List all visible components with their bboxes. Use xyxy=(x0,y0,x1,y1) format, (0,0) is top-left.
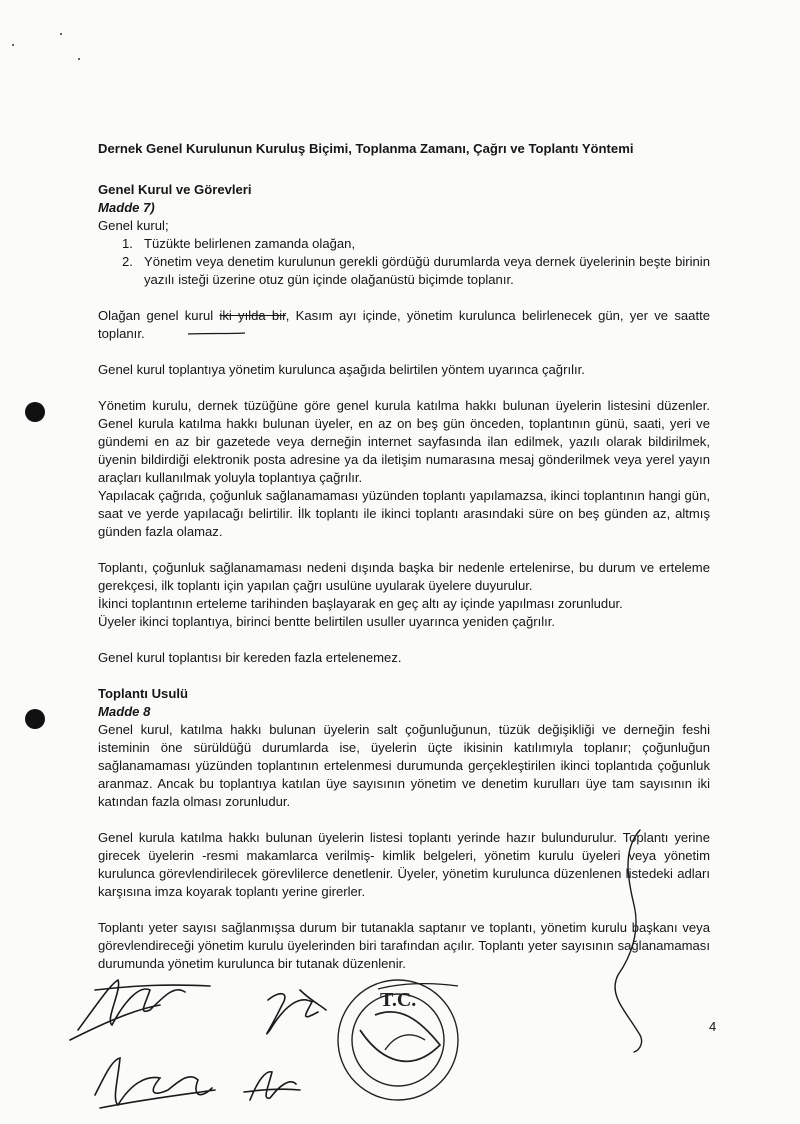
paragraph-ordinary-meeting: Olağan genel kurul iki yılda bir, Kasım ayı içinde, yönetim kurulunca belirlenecek gün, yer ve saatte toplanır. xyxy=(98,308,710,341)
signature-top-middle xyxy=(267,990,326,1034)
official-seal xyxy=(338,980,458,1100)
paragraph-second-meeting: İkinci toplantının erteleme tarihinden başlayarak en geç altı ay içinde yapılması zorunludur. xyxy=(98,596,623,611)
article-label-7: Madde 7) xyxy=(98,200,155,215)
list-item: 2. Yönetim veya denetim kurulunun gerekli gördüğü durumlarda veya dernek üyelerinin beşte birinin yazılı isteği üzerine otuz gün içinde olağanüstü biçimde toplanır. xyxy=(122,254,710,287)
struck-text: iki yılda bir xyxy=(219,308,286,323)
document-body xyxy=(98,140,710,973)
paragraph-recall: Üyeler ikinci toplantıya, birinci bentte belirtilen usuller uyarınca yeniden çağrılır. xyxy=(98,614,556,629)
punch-hole-bottom xyxy=(25,709,45,729)
section-heading-toplanti-usulu: Toplantı Usulü xyxy=(98,686,188,701)
paragraph-intro: Genel kurul; xyxy=(98,218,169,233)
signature-top-left xyxy=(70,980,210,1040)
meeting-conditions-list xyxy=(98,235,710,289)
scan-speck xyxy=(60,33,62,35)
article-label-8: Madde 8 xyxy=(98,704,151,719)
seal-text: T.C. xyxy=(380,989,417,1011)
scan-speck xyxy=(78,58,80,60)
section-heading-genel-kurul: Genel Kurul ve Görevleri xyxy=(98,182,252,197)
document-title: Dernek Genel Kurulunun Kuruluş Biçimi, Toplanma Zamanı, Çağrı ve Toplantı Yöntemi xyxy=(98,141,634,156)
paragraph-attendance-check: Genel kurula katılma hakkı bulunan üyelerin listesi toplantı yerinde hazır bulundurulur. Toplantı yerine girecek üyelerin -resmi makamlarca verilmiş- kimlik belgeleri, yönetim kurulu üyeleri veya yönetim kurulunca görevlendirilecek görevlilerce denetlenir. Üyeler, yönetim kurulunca düzenlenen listedeki adları karşısına imza koyarak toplantı yerine girerler. xyxy=(98,830,710,899)
punch-hole-top xyxy=(25,402,45,422)
signature-bottom-middle xyxy=(244,1072,300,1100)
paragraph-quorum: Yapılacak çağrıda, çoğunluk sağlanamaması yüzünden toplantı yapılamazsa, ikinci toplantının hangi gün, saat ve yerde yapılacağı belirtilir. İlk toplantı ile ikinci toplantı arasındaki süre on beş günden az, altmış günden fazla olamaz. xyxy=(98,488,710,539)
paragraph-opening: Toplantı yeter sayısı sağlanmışsa durum bir tutanakla saptanır ve toplantı, yönetim kurulu başkanı veya görevlendireceği yönetim kurulu üyelerinden biri tarafından açılır. Toplantı yeter sayısının sağlanamaması durumunda yönetim kurulunca bir tutanak düzenlenir. xyxy=(98,920,710,971)
paragraph-call-method: Genel kurul toplantıya yönetim kurulunca aşağıda belirtilen yöntem uyarınca çağrılır. xyxy=(98,362,585,377)
scan-speck xyxy=(12,44,14,46)
paragraph-postponement: Toplantı, çoğunluk sağlanamaması nedeni dışında başka bir nedenle ertelenirse, bu durum ve erteleme gerekçesi, ilk toplantı için yapılan çağrı usulüne uyularak üyelere duyurulur. xyxy=(98,560,710,593)
signature-bottom-left xyxy=(95,1058,215,1108)
paragraph-postpone-limit: Genel kurul toplantısı bir kereden fazla ertelenemez. xyxy=(98,650,402,665)
paragraph-member-list: Yönetim kurulu, dernek tüzüğüne göre genel kurula katılma hakkı bulunan üyelerin listesini düzenler. Genel kurula katılma hakkı bulunan üyeler, en az on beş gün önceden, toplantının günü, saati, yeri ve gündemi en az bir gazetede veya derneğin internet sayfasında ilan edilmek, yazılı olarak bildirilmek, üyenin bildirdiği elektronik posta adresine ya da iletişim numarasına mesaj gönderilmek veya yerel yayın araçları kullanılmak yoluyla toplantıya çağrılır. xyxy=(98,398,710,485)
page-number: 4 xyxy=(709,1019,717,1034)
list-item: 1. Tüzükte belirlenen zamanda olağan, xyxy=(122,236,356,251)
paragraph-quorum-rules: Genel kurul, katılma hakkı bulunan üyelerin salt çoğunluğunun, tüzük değişikliği ve derneğin feshi isteminin öne sürüldüğü durumlarda ise, üyelerin üçte ikisinin katılımıyla toplanır; çoğunluğun sağlanamaması yüzünden toplantının ertelenmesi durumunda gerçekleştirilen ikinci toplantıda çoğunluk aranmaz. Ancak bu toplantıya katılan üye sayısının yönetim ve denetim kurulları üye tam sayısının iki katından fazla olması zorunludur. xyxy=(98,722,710,809)
